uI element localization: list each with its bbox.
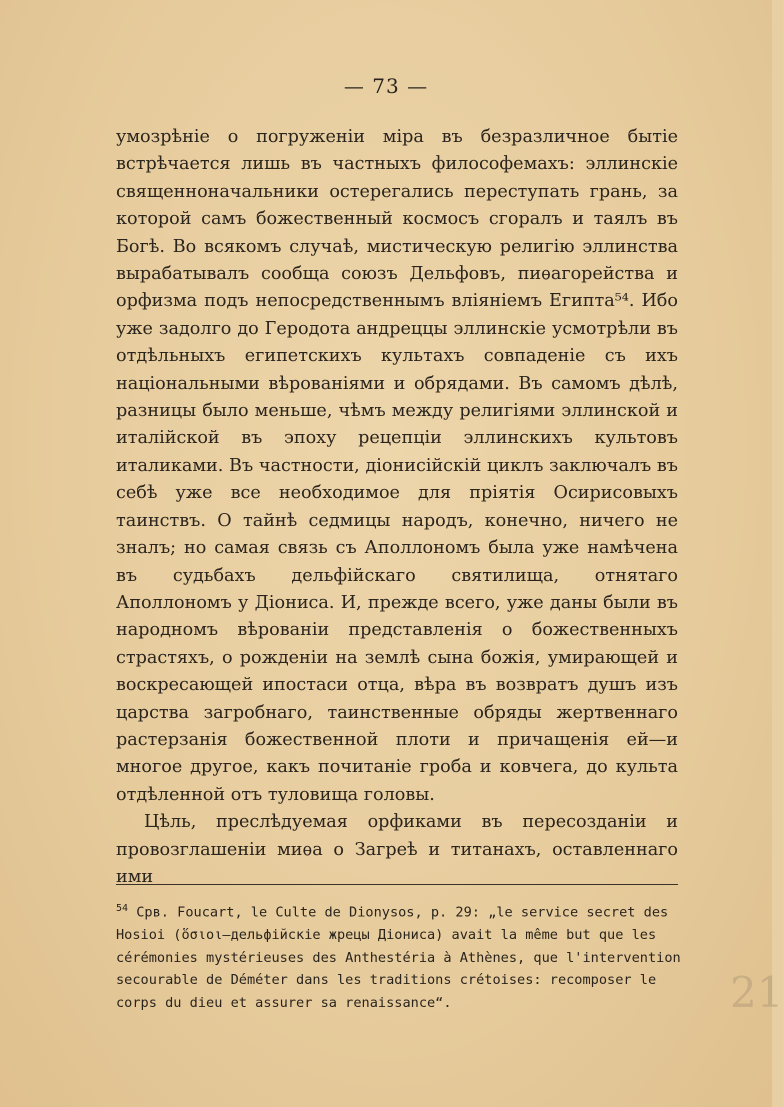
margin-pencil-mark: 21: [730, 968, 783, 1017]
paragraph-2: Цѣль, преслѣдуемая орфиками въ пересозданіи и провозглашеніи миѳа о Загреѣ и титанахъ, оставленнаго ими: [116, 812, 678, 887]
page-number: — 73 —: [343, 74, 429, 98]
footnote: [116, 898, 684, 1015]
body-text: [116, 124, 678, 891]
paragraph-1: умозрѣніе о погруженіи міра въ безразличное бытіе встрѣчается лишь въ частныхъ философемахъ: эллинскіе священноначальники остерегались переступать грань, за которой самъ божественный космосъ сгоралъ и таялъ въ Богѣ. Во всякомъ случаѣ, мистическую религію эллинства вырабатывалъ сообща союзъ Дельфовъ, пиѳагорейства и орфизма подъ непосредственнымъ вліяніемъ Египта⁵⁴. Ибо уже задолго до Геродота андреццы эллинскіе усмотрѣли въ отдѣльныхъ египетскихъ культахъ совпаденіе съ ихъ національными вѣрованіями и обрядами. Въ самомъ дѣлѣ, разницы было меньше, чѣмъ между религіями эллинской и италійской въ эпоху рецепціи эллинскихъ культовъ италиками. Въ частности, діонисійскій циклъ заключалъ въ себѣ уже все необходимое для пріятія Осирисовыхъ таинствъ. О тайнѣ седмицы народъ, конечно, ничего не зналъ; но самая связь съ Аполлономъ была уже намѣчена въ судьбахъ дельфійскаго святилища, отнятаго Аполлономъ у Діониса. И, прежде всего, уже даны были въ народномъ вѣрованіи представленія о божественныхъ страстяхъ, о рожденіи на землѣ сына божія, умирающей и воскресающей ипостаси отца, вѣра въ возвратъ душъ изъ царства загробнаго, таинственные обряды жертвеннаго растерзанія божественной плоти и причащенія ей—и многое другое, какъ почитаніе гроба и ковчега, до культа отдѣленной отъ туловища головы.: [116, 127, 678, 805]
footnote-number: 54: [116, 903, 129, 914]
footnote-separator: [116, 884, 678, 885]
footnote-text: Срв. Foucart, le Culte de Dionysos, p. 29: „le service secret des Hosioi (ὅσιοι—дельфійскіе жрецы Діониса) avait la même but que les cérémonies mystérieuses des Anthestéria à Athènes, que l'intervention secourable de Déméter dans les traditions crétoises: recomposer le corps du dieu et assurer sa renaissance“.: [116, 904, 681, 1011]
